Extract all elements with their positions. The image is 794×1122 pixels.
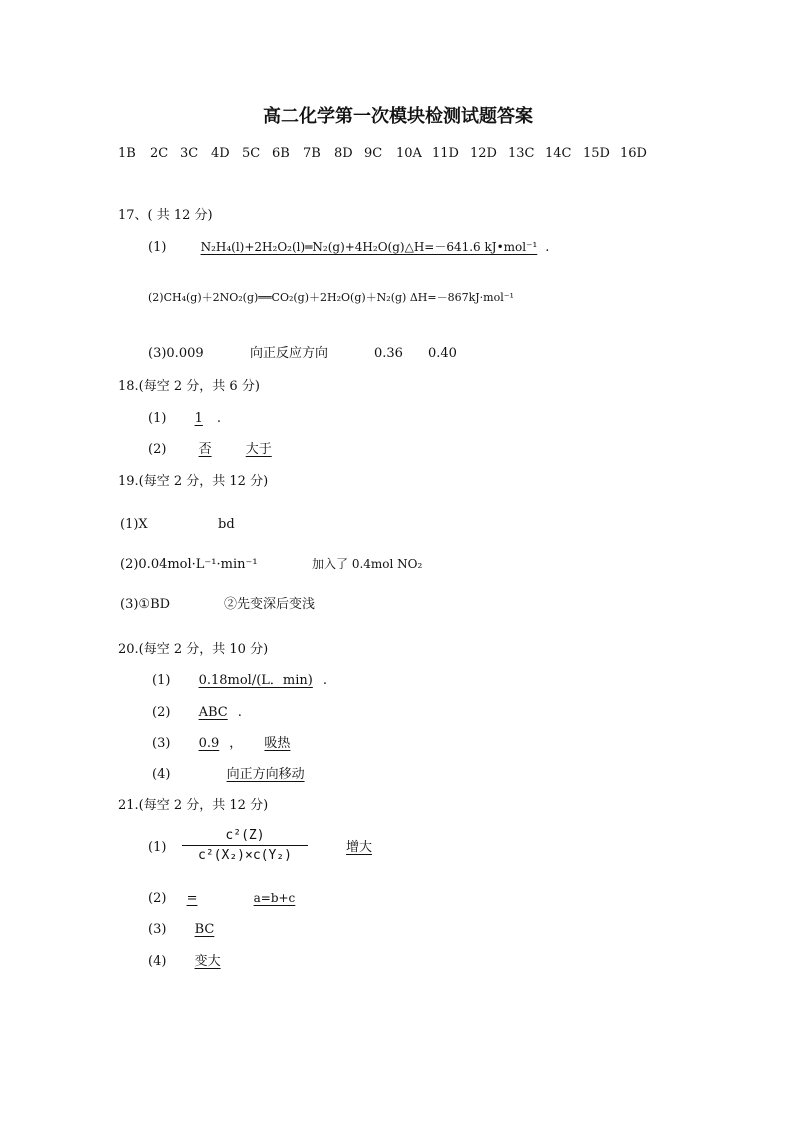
answer-item: 9C [364, 146, 383, 161]
q20-part2 [152, 705, 242, 721]
q21-part1-label: (1) [148, 840, 167, 855]
q20-part1 [152, 673, 327, 689]
answer-item: 8D [334, 146, 353, 161]
fraction-bar [182, 845, 308, 846]
answer-item: 14C [545, 146, 572, 161]
answer-blank: 0.18mol/(L．min) [198, 673, 313, 688]
q19-part1 [120, 517, 235, 533]
answer-blank: 1 [194, 411, 203, 426]
q18-part1 [148, 411, 221, 427]
answer-item: 3C [180, 146, 199, 161]
answer-item: 11D [432, 146, 459, 161]
fraction-numerator: c²(Z) [225, 828, 265, 843]
part-label: (3) [152, 736, 171, 751]
answer-blank: 增大 [346, 840, 373, 855]
fraction-denominator: c²(X₂)×c(Y₂) [198, 848, 292, 863]
answer-item: 10A [396, 146, 422, 161]
answer-value: ②先变深后变浅 [224, 597, 316, 612]
part-label: (4) [148, 954, 167, 969]
q18-part2 [148, 442, 282, 458]
answer-value: 0.36 [374, 346, 403, 361]
q21-part4 [148, 954, 235, 970]
q18-header: 18.(每空 2 分，共 6 分) [118, 379, 260, 394]
answer-item: 6B [272, 146, 290, 161]
answer-blank: 变大 [194, 954, 221, 969]
q20-part4 [152, 767, 317, 783]
answer-blank: 0.9 [198, 736, 220, 751]
answer-item: 1B [118, 146, 136, 161]
answer-item: 13C [508, 146, 535, 161]
q20-part3 [152, 736, 302, 752]
answer-blank: BC [194, 922, 215, 937]
q19-header: 19.(每空 2 分，共 12 分) [118, 474, 269, 489]
answer-item: 4D [211, 146, 230, 161]
answer-item: 2C [150, 146, 169, 161]
answer-blank: = [186, 891, 198, 906]
part-label: (2) [152, 705, 171, 720]
q17-part3 [148, 346, 457, 362]
answer-value: bd [218, 517, 235, 532]
part-label: (2) [148, 891, 167, 906]
answer-item: 7B [303, 146, 321, 161]
q20-header: 20.(每空 2 分，共 10 分) [118, 642, 269, 657]
part-label: (2) [148, 442, 167, 457]
part-label: (1) [148, 240, 167, 255]
q21-part3 [148, 922, 228, 938]
q21-part2 [148, 891, 305, 907]
part-label: (2)0.04mol·L⁻¹·min⁻¹ [120, 557, 258, 572]
part-label: (1) [152, 673, 171, 688]
part-label: (1) [148, 411, 167, 426]
part-label: (3)0.009 [148, 346, 204, 361]
page-title: 高二化学第一次模块检测试题答案 [263, 106, 533, 127]
answer-blank: 向正方向移动 [226, 767, 305, 782]
period: . [545, 240, 550, 255]
answer-blank: 吸热 [264, 736, 291, 751]
answer-item: 15D [583, 146, 610, 161]
q19-part3 [120, 597, 316, 613]
answer-blank: a=b+c [253, 891, 296, 905]
answer-blank: 大于 [245, 442, 272, 457]
q17-part2: (2)CH₄(g)＋2NO₂(g)══CO₂(g)＋2H₂O(g)＋N₂(g) ΔH=－867kJ·mol⁻¹ [148, 291, 514, 304]
answer-item: 5C [242, 146, 261, 161]
part-label: (4) [152, 767, 171, 782]
equilibrium-constant-fraction [182, 828, 308, 863]
answer-direction: 向正反应方向 [250, 346, 329, 361]
part-label: (3) [148, 922, 167, 937]
answer-blank: 否 [198, 442, 212, 457]
thermochemical-equation: N₂H₄(l)+2H₂O₂(l)═N₂(g)+4H₂O(g)△H=－641.6 kJ•mol⁻¹ [200, 240, 538, 254]
answer-value: 加入了 0.4mol NO₂ [312, 557, 423, 571]
separator: ， [229, 736, 243, 751]
q17-part1 [148, 240, 549, 256]
answer-value: 0.40 [428, 346, 457, 361]
period: . [237, 705, 242, 720]
period: . [322, 673, 327, 688]
q21-header: 21.(每空 2 分，共 12 分) [118, 798, 269, 813]
part-label: (1)X [120, 517, 148, 532]
q19-part2 [120, 557, 423, 573]
part-label: (3)①BD [120, 597, 171, 612]
answer-item: 12D [470, 146, 497, 161]
answer-blank: ABC [198, 705, 228, 720]
answer-item: 16D [620, 146, 647, 161]
period: . [216, 411, 221, 426]
q17-header: 17、( 共 12 分) [118, 208, 213, 223]
